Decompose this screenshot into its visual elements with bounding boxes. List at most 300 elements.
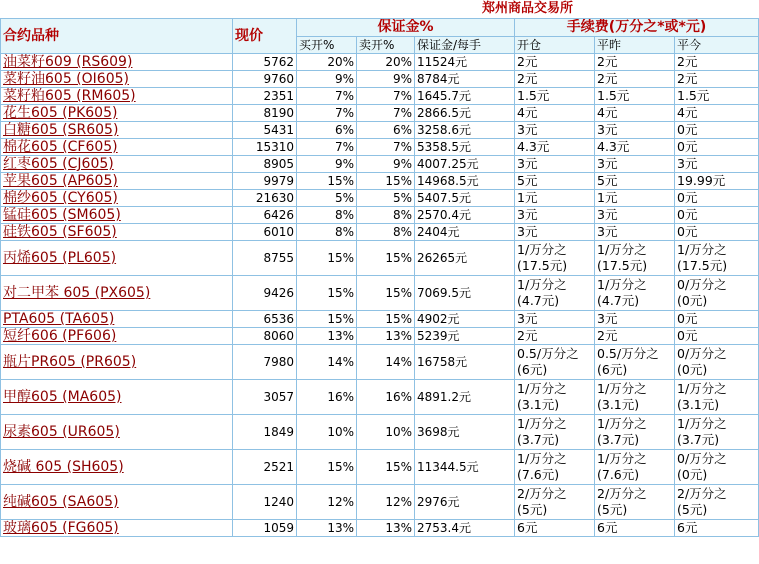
contract-cell (1, 173, 233, 190)
sell-open-cell: 8% (357, 207, 415, 224)
fee-line: 2元 (677, 54, 698, 69)
fee-line: 2/万分之 (597, 486, 647, 501)
table-row (1, 328, 759, 345)
fee-close-yesterday-cell (595, 328, 675, 345)
fee-line: 0.5/万分之 (597, 346, 659, 361)
buy-open-cell: 15% (297, 276, 357, 311)
fee-line: 3元 (597, 224, 618, 239)
fee-line: 3元 (677, 156, 698, 171)
margin-per-lot-cell: 2866.5元 (415, 105, 515, 122)
sell-open-cell: 7% (357, 139, 415, 156)
fee-open-cell (515, 241, 595, 276)
fee-open-cell (515, 224, 595, 241)
fee-line: 2元 (597, 71, 618, 86)
fee-close-yesterday-cell (595, 207, 675, 224)
buy-open-cell: 20% (297, 54, 357, 71)
fee-close-yesterday-cell (595, 190, 675, 207)
price-cell: 6426 (233, 207, 297, 224)
fee-line: (3.1元) (597, 397, 640, 412)
price-cell: 8060 (233, 328, 297, 345)
sell-open-cell: 15% (357, 276, 415, 311)
margin-per-lot-cell: 4891.2元 (415, 380, 515, 415)
fee-open-cell (515, 380, 595, 415)
contract-link[interactable]: 丙烯605 (PL605) (3, 250, 117, 266)
fee-line: 4元 (677, 105, 698, 120)
header-buy-open: 买开% (297, 36, 357, 54)
fee-open-cell (515, 311, 595, 328)
table-row (1, 122, 759, 139)
exchange-title-row (1, 0, 759, 19)
header-price: 现价 (233, 19, 297, 54)
fee-line: 1/万分之 (517, 416, 567, 431)
fee-line: 3元 (597, 156, 618, 171)
header-close-today: 平今 (675, 36, 759, 54)
fee-close-today-cell (675, 276, 759, 311)
fee-line: 3元 (517, 224, 538, 239)
price-cell: 1240 (233, 485, 297, 520)
margin-per-lot-cell: 5407.5元 (415, 190, 515, 207)
fee-line: 0/万分之 (677, 451, 727, 466)
fee-line: 3元 (517, 311, 538, 326)
price-cell: 15310 (233, 139, 297, 156)
margin-per-lot-cell: 2976元 (415, 485, 515, 520)
fee-open-cell (515, 88, 595, 105)
fee-line: 4.3元 (597, 139, 630, 154)
fee-line: (0元) (677, 362, 708, 377)
fee-line: 1/万分之 (517, 277, 567, 292)
fee-line: 1/万分之 (677, 381, 727, 396)
fee-line: (17.5元) (677, 258, 728, 273)
contract-link[interactable]: 瓶片PR605 (PR605) (3, 354, 137, 370)
fee-line: 1/万分之 (517, 242, 567, 257)
fee-line: 5元 (597, 173, 618, 188)
fee-open-cell (515, 207, 595, 224)
fee-open-cell (515, 485, 595, 520)
fee-line: (7.6元) (597, 467, 640, 482)
buy-open-cell: 7% (297, 139, 357, 156)
table-row (1, 485, 759, 520)
table-row (1, 415, 759, 450)
table-row (1, 380, 759, 415)
fee-open-cell (515, 520, 595, 537)
fee-line: (3.7元) (597, 432, 640, 447)
price-cell: 2351 (233, 88, 297, 105)
fee-line: (5元) (517, 502, 548, 517)
buy-open-cell: 9% (297, 156, 357, 173)
buy-open-cell: 7% (297, 88, 357, 105)
fee-close-today-cell (675, 190, 759, 207)
contract-link[interactable]: 菜籽粕605 (RM605) (3, 88, 136, 104)
fee-close-yesterday-cell (595, 54, 675, 71)
sell-open-cell: 13% (357, 328, 415, 345)
buy-open-cell: 10% (297, 415, 357, 450)
fee-close-today-cell (675, 450, 759, 485)
buy-open-cell: 15% (297, 173, 357, 190)
contract-cell (1, 54, 233, 71)
sell-open-cell: 15% (357, 173, 415, 190)
fee-open-cell (515, 328, 595, 345)
fee-line: 0元 (677, 207, 698, 222)
fee-close-yesterday-cell (595, 311, 675, 328)
header-fee: 手续费(万分之*或*元) (515, 19, 759, 37)
fee-line: (5元) (597, 502, 628, 517)
contract-cell (1, 88, 233, 105)
sell-open-cell: 9% (357, 71, 415, 88)
fee-line: 0/万分之 (677, 346, 727, 361)
contract-cell (1, 276, 233, 311)
fee-line: 1元 (517, 190, 538, 205)
contract-cell (1, 156, 233, 173)
fee-line: 2元 (517, 328, 538, 343)
fee-close-today-cell (675, 311, 759, 328)
fee-close-today-cell (675, 241, 759, 276)
fee-line: (4.7元) (597, 293, 640, 308)
fee-close-yesterday-cell (595, 105, 675, 122)
fee-close-today-cell (675, 71, 759, 88)
contract-link[interactable]: 甲醇605 (MA605) (3, 389, 122, 405)
fee-line: 0元 (677, 311, 698, 326)
contract-link[interactable]: 苹果605 (AP605) (3, 173, 118, 189)
fee-open-cell (515, 345, 595, 380)
buy-open-cell: 14% (297, 345, 357, 380)
contract-cell (1, 520, 233, 537)
fee-line: 2元 (677, 71, 698, 86)
price-cell: 9760 (233, 71, 297, 88)
contract-cell (1, 311, 233, 328)
fee-close-yesterday-cell (595, 380, 675, 415)
fee-close-today-cell (675, 105, 759, 122)
sell-open-cell: 13% (357, 520, 415, 537)
price-cell: 2521 (233, 450, 297, 485)
fee-line: (6元) (597, 362, 628, 377)
contract-link[interactable]: 硅铁605 (SF605) (3, 224, 117, 240)
price-cell: 21630 (233, 190, 297, 207)
table-row (1, 311, 759, 328)
price-cell: 1059 (233, 520, 297, 537)
fee-line: 1/万分之 (517, 381, 567, 396)
fee-close-yesterday-cell (595, 122, 675, 139)
fee-line: 0元 (677, 224, 698, 239)
fee-open-cell (515, 156, 595, 173)
fee-line: 6元 (517, 520, 538, 535)
contract-cell (1, 485, 233, 520)
sell-open-cell: 9% (357, 156, 415, 173)
contract-link[interactable]: 烧碱 605 (SH605) (3, 459, 124, 475)
sell-open-cell: 8% (357, 224, 415, 241)
table-row (1, 54, 759, 71)
fee-line: 1.5元 (597, 88, 630, 103)
buy-open-cell: 7% (297, 105, 357, 122)
fee-close-yesterday-cell (595, 71, 675, 88)
contract-link[interactable]: 尿素605 (UR605) (3, 424, 120, 440)
header-row-1 (1, 19, 759, 37)
contract-cell (1, 207, 233, 224)
contract-link[interactable]: 棉纱605 (CY605) (3, 190, 118, 206)
sell-open-cell: 6% (357, 122, 415, 139)
margin-per-lot-cell: 14968.5元 (415, 173, 515, 190)
fee-close-yesterday-cell (595, 485, 675, 520)
price-cell: 8905 (233, 156, 297, 173)
buy-open-cell: 15% (297, 450, 357, 485)
contract-cell (1, 190, 233, 207)
margin-per-lot-cell: 8784元 (415, 71, 515, 88)
contract-link[interactable]: 玻璃605 (FG605) (3, 520, 119, 536)
table-row (1, 190, 759, 207)
fee-close-yesterday-cell (595, 450, 675, 485)
fee-line: 2/万分之 (677, 486, 727, 501)
price-cell: 8190 (233, 105, 297, 122)
sell-open-cell: 20% (357, 54, 415, 71)
fee-line: (3.7元) (677, 432, 720, 447)
fee-open-cell (515, 54, 595, 71)
table-row (1, 156, 759, 173)
fee-close-yesterday-cell (595, 224, 675, 241)
fee-line: 0/万分之 (677, 277, 727, 292)
header-sell-open: 卖开% (357, 36, 415, 54)
fee-line: 0元 (677, 139, 698, 154)
fee-line: 2元 (517, 71, 538, 86)
header-close-yesterday: 平昨 (595, 36, 675, 54)
fee-open-cell (515, 450, 595, 485)
contract-cell (1, 328, 233, 345)
fee-close-today-cell (675, 139, 759, 156)
fee-line: (0元) (677, 467, 708, 482)
buy-open-cell: 6% (297, 122, 357, 139)
fee-close-yesterday-cell (595, 139, 675, 156)
fee-close-today-cell (675, 88, 759, 105)
fee-line: 1/万分之 (597, 277, 647, 292)
contract-link[interactable]: 短纤606 (PF606) (3, 328, 117, 344)
margin-per-lot-cell: 5358.5元 (415, 139, 515, 156)
fee-close-today-cell (675, 345, 759, 380)
price-cell: 9426 (233, 276, 297, 311)
table-row (1, 207, 759, 224)
fee-line: 1元 (597, 190, 618, 205)
margin-per-lot-cell: 3698元 (415, 415, 515, 450)
contract-cell (1, 380, 233, 415)
margin-per-lot-cell: 4007.25元 (415, 156, 515, 173)
table-row (1, 173, 759, 190)
contract-link[interactable]: 对二甲苯 605 (PX605) (3, 285, 151, 301)
margin-per-lot-cell: 2570.4元 (415, 207, 515, 224)
margin-per-lot-cell: 26265元 (415, 241, 515, 276)
fee-line: (17.5元) (597, 258, 648, 273)
fee-close-today-cell (675, 328, 759, 345)
fee-line: 1/万分之 (597, 242, 647, 257)
sell-open-cell: 12% (357, 485, 415, 520)
table-row (1, 71, 759, 88)
header-open: 开仓 (515, 36, 595, 54)
fee-open-cell (515, 190, 595, 207)
fee-line: (17.5元) (517, 258, 568, 273)
fee-close-today-cell (675, 485, 759, 520)
margin-per-lot-cell: 5239元 (415, 328, 515, 345)
sell-open-cell: 7% (357, 105, 415, 122)
price-cell: 5431 (233, 122, 297, 139)
table-row (1, 224, 759, 241)
fee-close-today-cell (675, 520, 759, 537)
margin-per-lot-cell: 11344.5元 (415, 450, 515, 485)
fee-close-today-cell (675, 156, 759, 173)
header-margin-per-lot: 保证金/每手 (415, 36, 515, 54)
fee-close-today-cell (675, 380, 759, 415)
fee-open-cell (515, 415, 595, 450)
contract-link[interactable]: 纯碱605 (SA605) (3, 494, 119, 510)
fee-line: 3元 (597, 311, 618, 326)
fee-close-yesterday-cell (595, 415, 675, 450)
fee-close-yesterday-cell (595, 276, 675, 311)
contract-link[interactable]: 油菜籽609 (RS609) (3, 54, 133, 70)
margin-per-lot-cell: 16758元 (415, 345, 515, 380)
sell-open-cell: 15% (357, 241, 415, 276)
fee-line: 19.99元 (677, 173, 726, 188)
buy-open-cell: 13% (297, 520, 357, 537)
contract-link[interactable]: 棉花605 (CF605) (3, 139, 118, 155)
price-cell: 8755 (233, 241, 297, 276)
price-cell: 7980 (233, 345, 297, 380)
table-row (1, 139, 759, 156)
fee-close-yesterday-cell (595, 345, 675, 380)
fee-close-today-cell (675, 224, 759, 241)
fee-line: 0元 (677, 328, 698, 343)
fee-line: 2元 (597, 54, 618, 69)
contract-link[interactable]: PTA605 (TA605) (3, 311, 115, 327)
margin-per-lot-cell: 7069.5元 (415, 276, 515, 311)
fee-line: 1.5元 (517, 88, 550, 103)
fee-open-cell (515, 71, 595, 88)
fee-open-cell (515, 105, 595, 122)
fee-line: (3.1元) (517, 397, 560, 412)
fee-line: 3元 (517, 156, 538, 171)
margin-per-lot-cell: 4902元 (415, 311, 515, 328)
sell-open-cell: 5% (357, 190, 415, 207)
fee-line: 1/万分之 (677, 242, 727, 257)
fee-line: 3元 (517, 207, 538, 222)
contract-cell (1, 450, 233, 485)
margin-per-lot-cell: 11524元 (415, 54, 515, 71)
sell-open-cell: 14% (357, 345, 415, 380)
fee-line: 1/万分之 (677, 416, 727, 431)
fee-line: 2元 (597, 328, 618, 343)
table-row (1, 88, 759, 105)
table-row (1, 520, 759, 537)
buy-open-cell: 5% (297, 190, 357, 207)
contract-cell (1, 139, 233, 156)
fee-line: 0.5/万分之 (517, 346, 579, 361)
fee-line: (7.6元) (517, 467, 560, 482)
fee-open-cell (515, 173, 595, 190)
header-contract: 合约品种 (1, 19, 233, 54)
fee-line: 3元 (517, 122, 538, 137)
fee-open-cell (515, 122, 595, 139)
fee-line: 2/万分之 (517, 486, 567, 501)
buy-open-cell: 15% (297, 241, 357, 276)
table-row (1, 241, 759, 276)
fee-close-today-cell (675, 122, 759, 139)
price-cell: 5762 (233, 54, 297, 71)
fee-line: 4.3元 (517, 139, 550, 154)
contract-link[interactable]: 红枣605 (CJ605) (3, 156, 114, 172)
buy-open-cell: 16% (297, 380, 357, 415)
price-cell: 9979 (233, 173, 297, 190)
fee-close-yesterday-cell (595, 88, 675, 105)
fee-line: (6元) (517, 362, 548, 377)
fee-close-today-cell (675, 173, 759, 190)
table-row (1, 345, 759, 380)
fee-close-today-cell (675, 207, 759, 224)
contract-cell (1, 71, 233, 88)
margin-per-lot-cell: 2404元 (415, 224, 515, 241)
table-row (1, 276, 759, 311)
buy-open-cell: 9% (297, 71, 357, 88)
table-body (1, 54, 759, 537)
fee-line: 1.5元 (677, 88, 710, 103)
fee-line: (3.1元) (677, 397, 720, 412)
contract-cell (1, 122, 233, 139)
fee-line: 0元 (677, 122, 698, 137)
table-row (1, 105, 759, 122)
fee-open-cell (515, 139, 595, 156)
sell-open-cell: 16% (357, 380, 415, 415)
fee-line: 5元 (517, 173, 538, 188)
fee-line: 1/万分之 (597, 451, 647, 466)
fee-line: 3元 (597, 122, 618, 137)
fee-line: 1/万分之 (597, 381, 647, 396)
fee-line: 4元 (517, 105, 538, 120)
sell-open-cell: 10% (357, 415, 415, 450)
fee-line: 4元 (597, 105, 618, 120)
fee-line: 1/万分之 (517, 451, 567, 466)
fee-close-today-cell (675, 415, 759, 450)
price-cell: 6010 (233, 224, 297, 241)
fee-line: 0元 (677, 190, 698, 205)
price-cell: 6536 (233, 311, 297, 328)
header-margin: 保证金% (297, 19, 515, 37)
fee-line: 1/万分之 (597, 416, 647, 431)
contract-link[interactable]: 菜籽油605 (OI605) (3, 71, 129, 87)
sell-open-cell: 15% (357, 311, 415, 328)
margin-per-lot-cell: 3258.6元 (415, 122, 515, 139)
contract-cell (1, 415, 233, 450)
fee-line: 6元 (677, 520, 698, 535)
fee-close-yesterday-cell (595, 156, 675, 173)
fee-line: 2元 (517, 54, 538, 69)
buy-open-cell: 13% (297, 328, 357, 345)
price-cell: 1849 (233, 415, 297, 450)
fee-line: (0元) (677, 293, 708, 308)
contract-link[interactable]: 锰硅605 (SM605) (3, 207, 121, 223)
fee-line: (5元) (677, 502, 708, 517)
fee-close-today-cell (675, 54, 759, 71)
margin-per-lot-cell: 2753.4元 (415, 520, 515, 537)
buy-open-cell: 12% (297, 485, 357, 520)
fee-close-yesterday-cell (595, 173, 675, 190)
contract-link[interactable]: 花生605 (PK605) (3, 105, 118, 121)
fee-line: 6元 (597, 520, 618, 535)
fee-line: (3.7元) (517, 432, 560, 447)
fee-close-yesterday-cell (595, 520, 675, 537)
contract-cell (1, 345, 233, 380)
sell-open-cell: 15% (357, 450, 415, 485)
contract-cell (1, 241, 233, 276)
contract-link[interactable]: 白糖605 (SR605) (3, 122, 119, 138)
table-row (1, 450, 759, 485)
contract-cell (1, 105, 233, 122)
buy-open-cell: 15% (297, 311, 357, 328)
buy-open-cell: 8% (297, 224, 357, 241)
fee-line: 3元 (597, 207, 618, 222)
fee-line: (4.7元) (517, 293, 560, 308)
